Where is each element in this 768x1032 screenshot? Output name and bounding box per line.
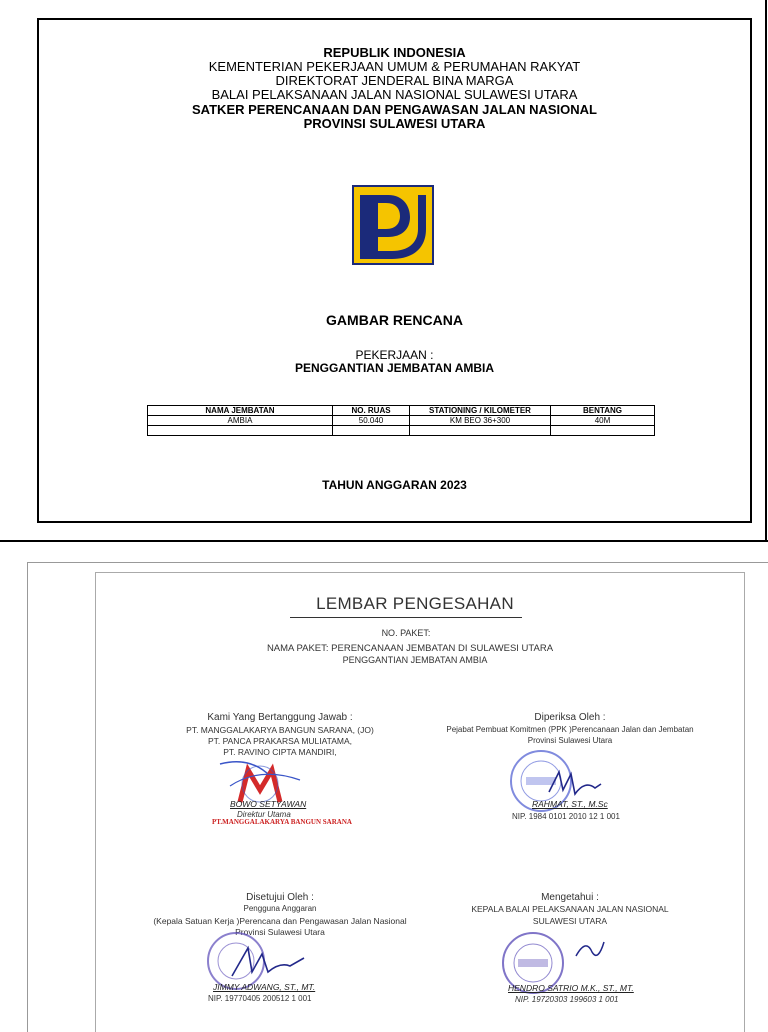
responsible-heading: Kami Yang Bertanggung Jawab : xyxy=(207,712,353,723)
nama-paket: NAMA PAKET: PERENCANAAN JEMBATAN DI SULAWESI UTARA xyxy=(266,643,554,654)
approval-page xyxy=(0,542,768,1024)
table-cell: AMBIA xyxy=(148,416,333,426)
kepala-line-2: SULAWESI UTARA xyxy=(532,916,608,926)
header-line-6: PROVINSI SULAWESI UTARA xyxy=(303,116,486,131)
signer-name-jimmy: JIMMY ADWANG, ST., MT. xyxy=(213,982,316,992)
examined-heading: Diperiksa Oleh : xyxy=(534,712,606,723)
table-cell: 40M xyxy=(551,416,655,426)
company-line-1: PT. MANGGALAKARYA BANGUN SARANA, (JO) xyxy=(186,725,374,735)
ppk-line-1: Pejabat Pembuat Komitmen (PPK )Perencanaan Jalan dan Jembatan xyxy=(446,725,694,734)
company-line-2: PT. PANCA PRAKARSA MULIATAMA, xyxy=(207,736,353,746)
document-title: GAMBAR RENCANA xyxy=(326,312,463,328)
signer-role-bowo: Direktur Utama xyxy=(237,810,291,819)
pa-line-2: (Kepala Satuan Kerja )Perencana dan Pengawasan Jalan Nasional xyxy=(153,916,407,926)
col-header: BENTANG xyxy=(551,406,655,416)
ppk-line-2: Provinsi Sulawesi Utara xyxy=(527,736,613,745)
signer-nip-jimmy: NIP. 19770405 200512 1 001 xyxy=(208,994,312,1003)
subpaket: PENGGANTIAN JEMBATAN AMBIA xyxy=(342,655,488,665)
header-line-2: KEMENTERIAN PEKERJAAN UMUM & PERUMAHAN RAKYAT xyxy=(208,59,581,74)
table-header-row xyxy=(148,406,655,416)
table-row-empty xyxy=(148,426,655,436)
title-underline xyxy=(290,617,522,618)
page-edge xyxy=(765,0,767,540)
pu-logo-icon xyxy=(352,185,434,265)
signature-icon xyxy=(228,942,308,982)
table-row xyxy=(148,416,655,426)
pa-line-3: Provinsi Sulawesi Utara xyxy=(235,927,325,937)
header-line-1: REPUBLIK INDONESIA xyxy=(323,45,466,60)
tahun-anggaran: TAHUN ANGGARAN 2023 xyxy=(322,478,467,492)
pa-line-1: Pengguna Anggaran xyxy=(243,904,317,913)
pekerjaan-label: PEKERJAAN : xyxy=(355,348,434,362)
approval-inner-border xyxy=(95,572,745,1032)
no-paket: NO. PAKET: xyxy=(381,628,431,638)
col-header: NO. RUAS xyxy=(333,406,410,416)
pekerjaan-value: PENGGANTIAN JEMBATAN AMBIA xyxy=(294,361,495,375)
signer-name-bowo: BOWO SETYAWAN xyxy=(230,799,307,809)
signer-nip-hendro: NIP. 19720303 199603 1 001 xyxy=(515,995,619,1004)
kepala-line-1: KEPALA BALAI PELAKSANAAN JALAN NASIONAL xyxy=(471,904,669,914)
header-line-4: BALAI PELAKSANAAN JALAN NASIONAL SULAWESI UTARA xyxy=(211,87,578,102)
signer-name-hendro: HENDRO SATRIO M.K., ST., MT. xyxy=(508,983,634,993)
col-header: NAMA JEMBATAN xyxy=(148,406,333,416)
signer-nip-rahmat: NIP. 1984 0101 2010 12 1 001 xyxy=(512,812,620,821)
header-line-3: DIREKTORAT JENDERAL BINA MARGA xyxy=(275,73,514,88)
signature-icon xyxy=(545,766,605,802)
approved-heading: Disetujui Oleh : xyxy=(246,892,314,903)
signer-name-rahmat: RAHMAT, ST., M.Sc xyxy=(532,799,608,809)
acknowledged-heading: Mengetahui : xyxy=(541,892,599,903)
header-line-5: SATKER PERENCANAAN DAN PENGAWASAN JALAN NASIONAL xyxy=(192,102,597,117)
table-cell: KM BEO 36+300 xyxy=(410,416,551,426)
company-line-3: PT. RAVINO CIPTA MANDIRI, xyxy=(223,747,337,757)
col-header: STATIONING / KILOMETER xyxy=(410,406,551,416)
approval-title: LEMBAR PENGESAHAN xyxy=(316,594,514,613)
signature-icon xyxy=(570,934,610,964)
company-stamp-text: PT.MANGGALAKARYA BANGUN SARANA xyxy=(212,818,352,826)
table-cell: 50.040 xyxy=(333,416,410,426)
bridge-info-table xyxy=(147,405,655,436)
